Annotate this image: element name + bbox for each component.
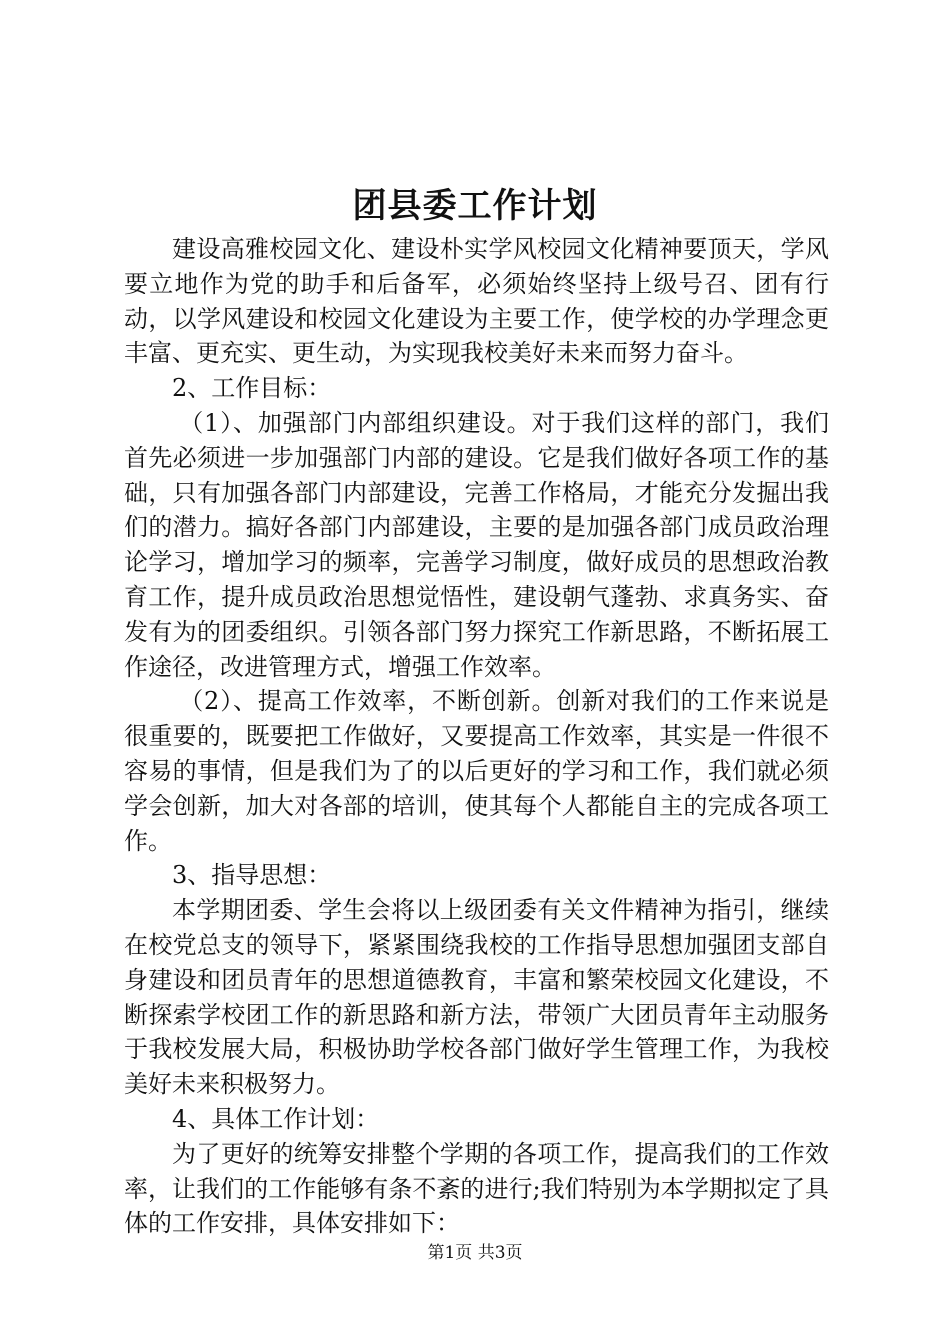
- heading-work-goals: 2、工作目标：: [172, 374, 332, 403]
- paragraph-work-plan: 为了更好的统筹安排整个学期的各项工作，提高我们的工作效率，让我们的工作能够有条不紊的进行;我们特别为本学期拟定了具体的工作安排，具体安排如下：: [124, 1139, 829, 1238]
- heading-work-plan: 4、具体工作计划：: [172, 1104, 380, 1133]
- document-body: [124, 232, 829, 1241]
- heading-guiding-ideology: 3、指导思想：: [172, 861, 332, 890]
- page-title: 团县委工作计划: [352, 186, 598, 226]
- paragraph-goal-2: （2）、提高工作效率，不断创新。创新对我们的工作来说是很重要的，既要把工作做好，又要提高工作效率，其实是一件很不容易的事情，但是我们为了的以后更好的学习和工作，我们就必须学会创新，加大对各部的培训，使其每个人都能自主的完成各项工作。: [124, 687, 829, 855]
- paragraph-goal-1: （1）、加强部门内部组织建设。对于我们这样的部门，我们首先必须进一步加强部门内部的建设。它是我们做好各项工作的基础，只有加强各部门内部建设，完善工作格局，才能充分发掘出我们的潜力。搞好各部门内部建设，主要的是加强各部门成员政治理论学习，增加学习的频率，完善学习制度，做好成员的思想政治教育工作，提升成员政治思想觉悟性，建设朝气蓬勃、求真务实、奋发有为的团委组织。引领各部门努力探究工作新思路，不断拓展工作途径，改进管理方式，增强工作效率。: [124, 408, 829, 681]
- paragraph-intro: 建设高雅校园文化、建设朴实学风校园文化精神要顶天，学风要立地作为党的助手和后备军，必须始终坚持上级号召、团有行动，以学风建设和校园文化建设为主要工作，使学校的办学理念更丰富、更充实、更生动，为实现我校美好未来而努力奋斗。: [124, 235, 829, 368]
- page-footer: 第1页 共3页: [427, 1243, 523, 1263]
- paragraph-guiding-ideology: 本学期团委、学生会将以上级团委有关文件精神为指引，继续在校党总支的领导下，紧紧围绕我校的工作指导思想加强团支部自身建设和团员青年的思想道德教育，丰富和繁荣校园文化建设，不断探索学校团工作的新思路和新方法，带领广大团员青年主动服务于我校发展大局，积极协助学校各部门做好学生管理工作，为我校美好未来积极努力。: [124, 896, 829, 1099]
